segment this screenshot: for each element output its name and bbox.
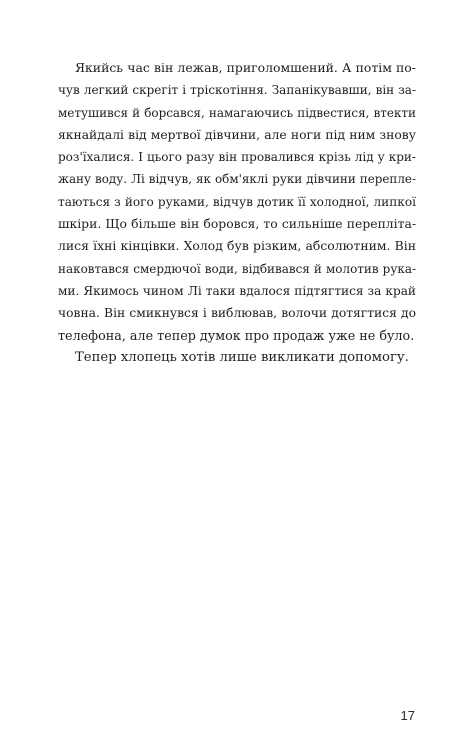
body-text (58, 57, 416, 369)
text-line: шкіри. Що більше він боровся, то сильніше перепліта- (58, 217, 416, 232)
paragraph-2 (58, 347, 416, 369)
text-line: якнайдалі від мертвої дівчини, але ноги під ним знову (58, 127, 416, 142)
text-line: чув легкий скрегіт і тріскотіння. Запанікувавши, він за- (58, 83, 416, 98)
page-number: 17 (400, 708, 415, 723)
text-line: човна. Він смикнувся і виблював, волочи дотягтися до (58, 306, 416, 321)
paragraph-1 (58, 57, 416, 347)
text-line: Якийсь час він лежав, приголомшений. А потім по- (75, 60, 416, 75)
text-line: ми. Якимось чином Лі таки вдалося підтягтися за край (58, 283, 416, 298)
text-line: лися їхні кінцівки. Холод був різким, абсолютним. Він (58, 238, 416, 254)
text-line: Тепер хлопець хотів лише викликати допомогу. (75, 349, 409, 365)
text-line: жану воду. Лі відчув, як обм'яклі руки дівчини перепле- (58, 172, 416, 187)
text-line: таються з його руками, відчув дотик її холодної, липкої (58, 194, 416, 209)
text-line: роз'їхалися. І цього разу він провалився крізь лід у кри- (58, 150, 416, 165)
text-line: метушився й борсався, намагаючись підвестися, втекти (58, 105, 416, 120)
text-line: наковтався смердючої води, відбивався й молотив рука- (58, 261, 416, 276)
text-line: телефона, але тепер думок про продаж уже не було. (58, 327, 415, 343)
